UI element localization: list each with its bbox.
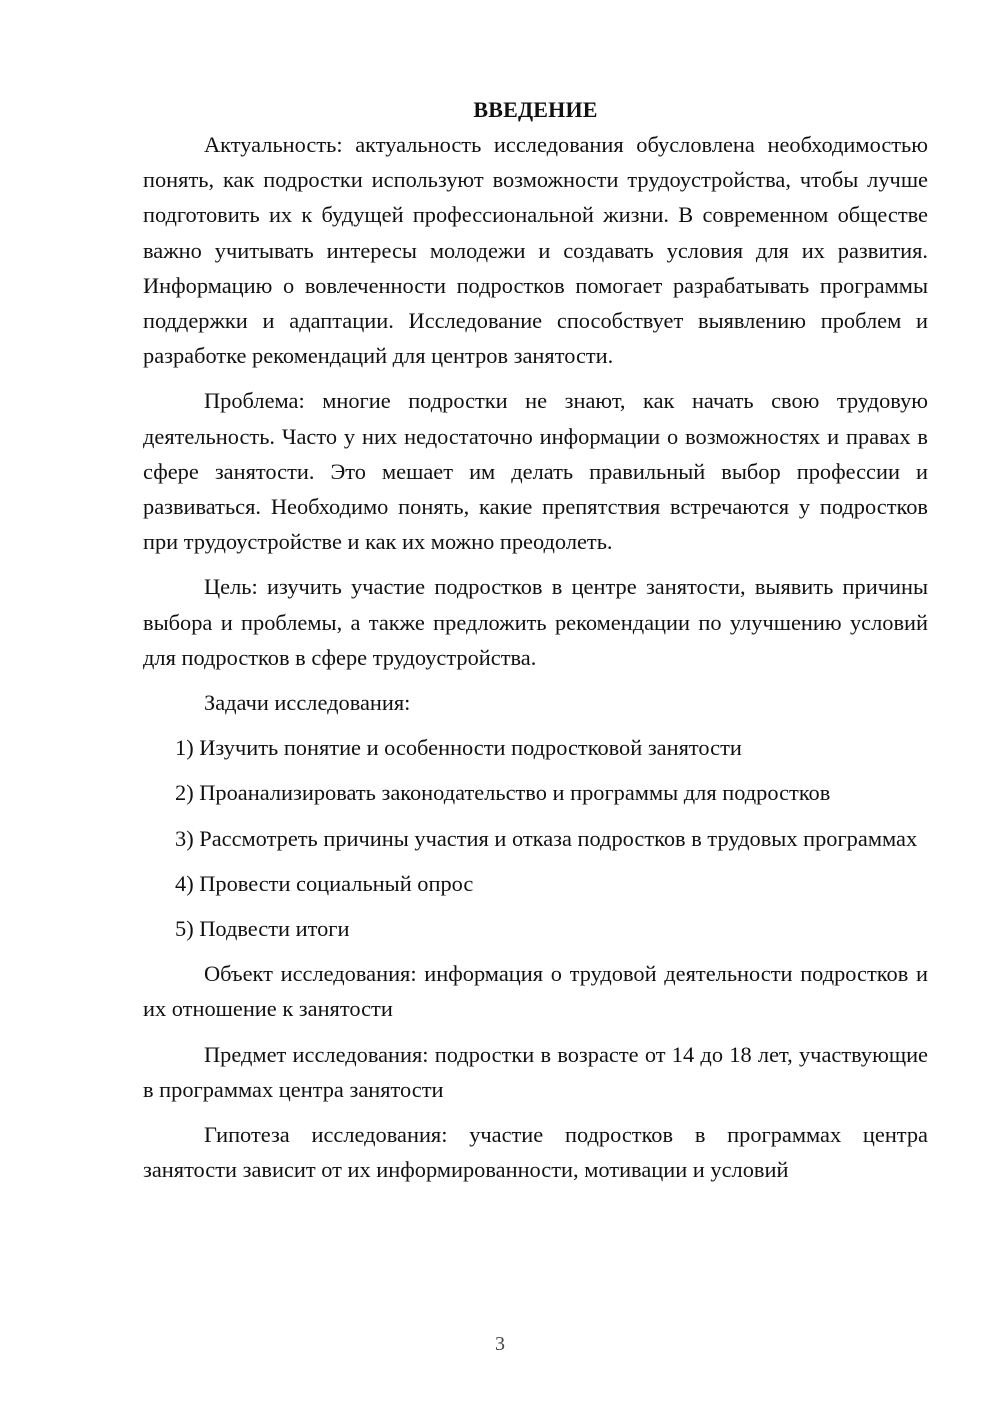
paragraph-tasks-title: Задачи исследования: [204,690,411,716]
list-item: 3) Рассмотреть причины участия и отказа подростков в трудовых программах [175,825,918,851]
paragraph-problem: Проблема: многие подростки не знают, как начать свою трудовую деятельность. Часто у них недостаточно информации о возможностях и правах в сфере занятости. Это мешает им делать правильный выбор профессии и развиваться. Необходимо понять, какие препятствия встречаются у подростков при трудоустройстве и как их можно преодолеть. [143,388,928,555]
page-number: 3 [495,1333,505,1355]
paragraph-goal: Цель: изучить участие подростков в центре занятости, выявить причины выбора и проблемы, а также предложить рекомендации по улучшению условий для подростков в сфере трудоустройства. [143,574,928,670]
list-item: 5) Подвести итоги [175,916,350,942]
list-item: 4) Провести социальный опрос [175,870,474,896]
paragraph-subject: Предмет исследования: подростки в возрасте от 14 до 18 лет, участвующие в программах центра занятости [143,1041,928,1102]
section-heading: ВВЕДЕНИЕ [473,97,598,122]
paragraph-object: Объект исследования: информация о трудовой деятельности подростков и их отношение к занятости [143,961,928,1022]
document-page [143,92,928,1197]
paragraph-relevance: Актуальность: актуальность исследования обусловлена необходимостью понять, как подростки используют возможности трудоустройства, чтобы лучше подготовить их к будущей профессиональной жизни. В современном обществе важно учитывать интересы молодежи и создавать условия для их развития. Информацию о вовлеченности подростков помогает разрабатывать программы поддержки и адаптации. Исследование способствует выявлению проблем и разработке рекомендаций для центров занятости. [143,132,928,369]
tasks-list [143,730,928,946]
list-item: 2) Проанализировать законодательство и программы для подростков [175,780,831,806]
paragraph-hypothesis: Гипотеза исследования: участие подростков в программах центра занятости зависит от их информированности, мотивации и условий [143,1122,928,1183]
list-item: 1) Изучить понятие и особенности подростковой занятости [175,735,742,761]
